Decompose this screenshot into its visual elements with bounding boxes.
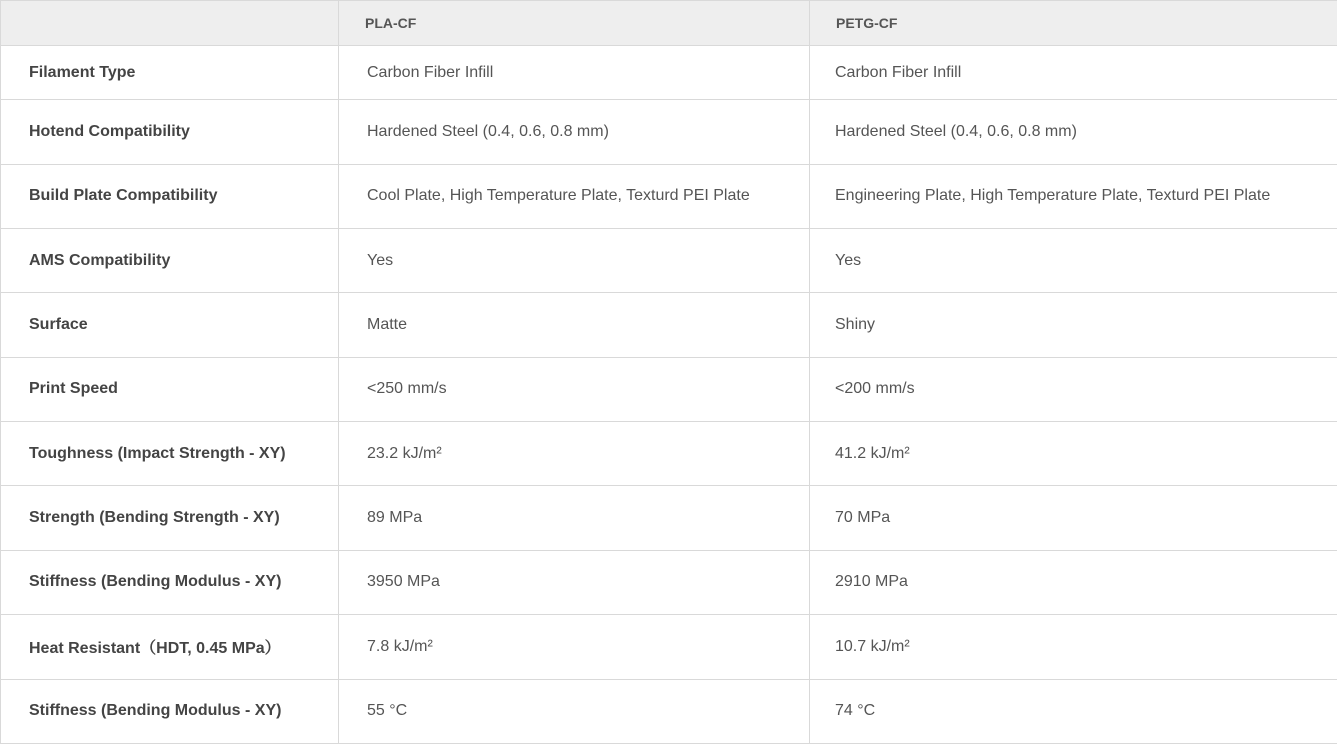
table-row <box>1 164 1337 228</box>
petg-cf-value: 41.2 kJ/m² <box>810 422 1337 486</box>
row-label: Hotend Compatibility <box>1 100 339 164</box>
row-label: Heat Resistant（HDT, 0.45 MPa） <box>1 615 339 679</box>
table-row <box>1 679 1337 743</box>
pla-cf-value: Carbon Fiber Infill <box>339 46 810 100</box>
petg-cf-value: 74 °C <box>810 679 1337 743</box>
row-label: AMS Compatibility <box>1 229 339 293</box>
petg-cf-value: 70 MPa <box>810 486 1337 550</box>
header-pla-cf: PLA-CF <box>339 1 810 46</box>
table-row <box>1 46 1337 100</box>
row-label: Stiffness (Bending Modulus - XY) <box>1 550 339 614</box>
header-petg-cf: PETG-CF <box>810 1 1337 46</box>
petg-cf-value: Yes <box>810 229 1337 293</box>
row-label: Build Plate Compatibility <box>1 164 339 228</box>
pla-cf-value: Matte <box>339 293 810 357</box>
table-row <box>1 422 1337 486</box>
pla-cf-value: Yes <box>339 229 810 293</box>
table-row <box>1 229 1337 293</box>
header-corner <box>1 1 339 46</box>
pla-cf-value: 3950 MPa <box>339 550 810 614</box>
pla-cf-value: Hardened Steel (0.4, 0.6, 0.8 mm) <box>339 100 810 164</box>
pla-cf-value: 7.8 kJ/m² <box>339 615 810 679</box>
table-row <box>1 357 1337 421</box>
row-label: Strength (Bending Strength - XY) <box>1 486 339 550</box>
petg-cf-value: 2910 MPa <box>810 550 1337 614</box>
header-row <box>1 1 1337 46</box>
table-row <box>1 550 1337 614</box>
table-row <box>1 293 1337 357</box>
pla-cf-value: 23.2 kJ/m² <box>339 422 810 486</box>
petg-cf-value: Engineering Plate, High Temperature Plate, Texturd PEI Plate <box>810 164 1337 228</box>
petg-cf-value: 10.7 kJ/m² <box>810 615 1337 679</box>
petg-cf-value: Shiny <box>810 293 1337 357</box>
row-label: Print Speed <box>1 357 339 421</box>
petg-cf-value: <200 mm/s <box>810 357 1337 421</box>
pla-cf-value: 89 MPa <box>339 486 810 550</box>
table-row <box>1 615 1337 679</box>
row-label: Toughness (Impact Strength - XY) <box>1 422 339 486</box>
pla-cf-value: 55 °C <box>339 679 810 743</box>
petg-cf-value: Carbon Fiber Infill <box>810 46 1337 100</box>
pla-cf-value: <250 mm/s <box>339 357 810 421</box>
row-label: Surface <box>1 293 339 357</box>
table-row <box>1 486 1337 550</box>
row-label: Stiffness (Bending Modulus - XY) <box>1 679 339 743</box>
pla-cf-value: Cool Plate, High Temperature Plate, Texturd PEI Plate <box>339 164 810 228</box>
table-row <box>1 100 1337 164</box>
petg-cf-value: Hardened Steel (0.4, 0.6, 0.8 mm) <box>810 100 1337 164</box>
row-label: Filament Type <box>1 46 339 100</box>
